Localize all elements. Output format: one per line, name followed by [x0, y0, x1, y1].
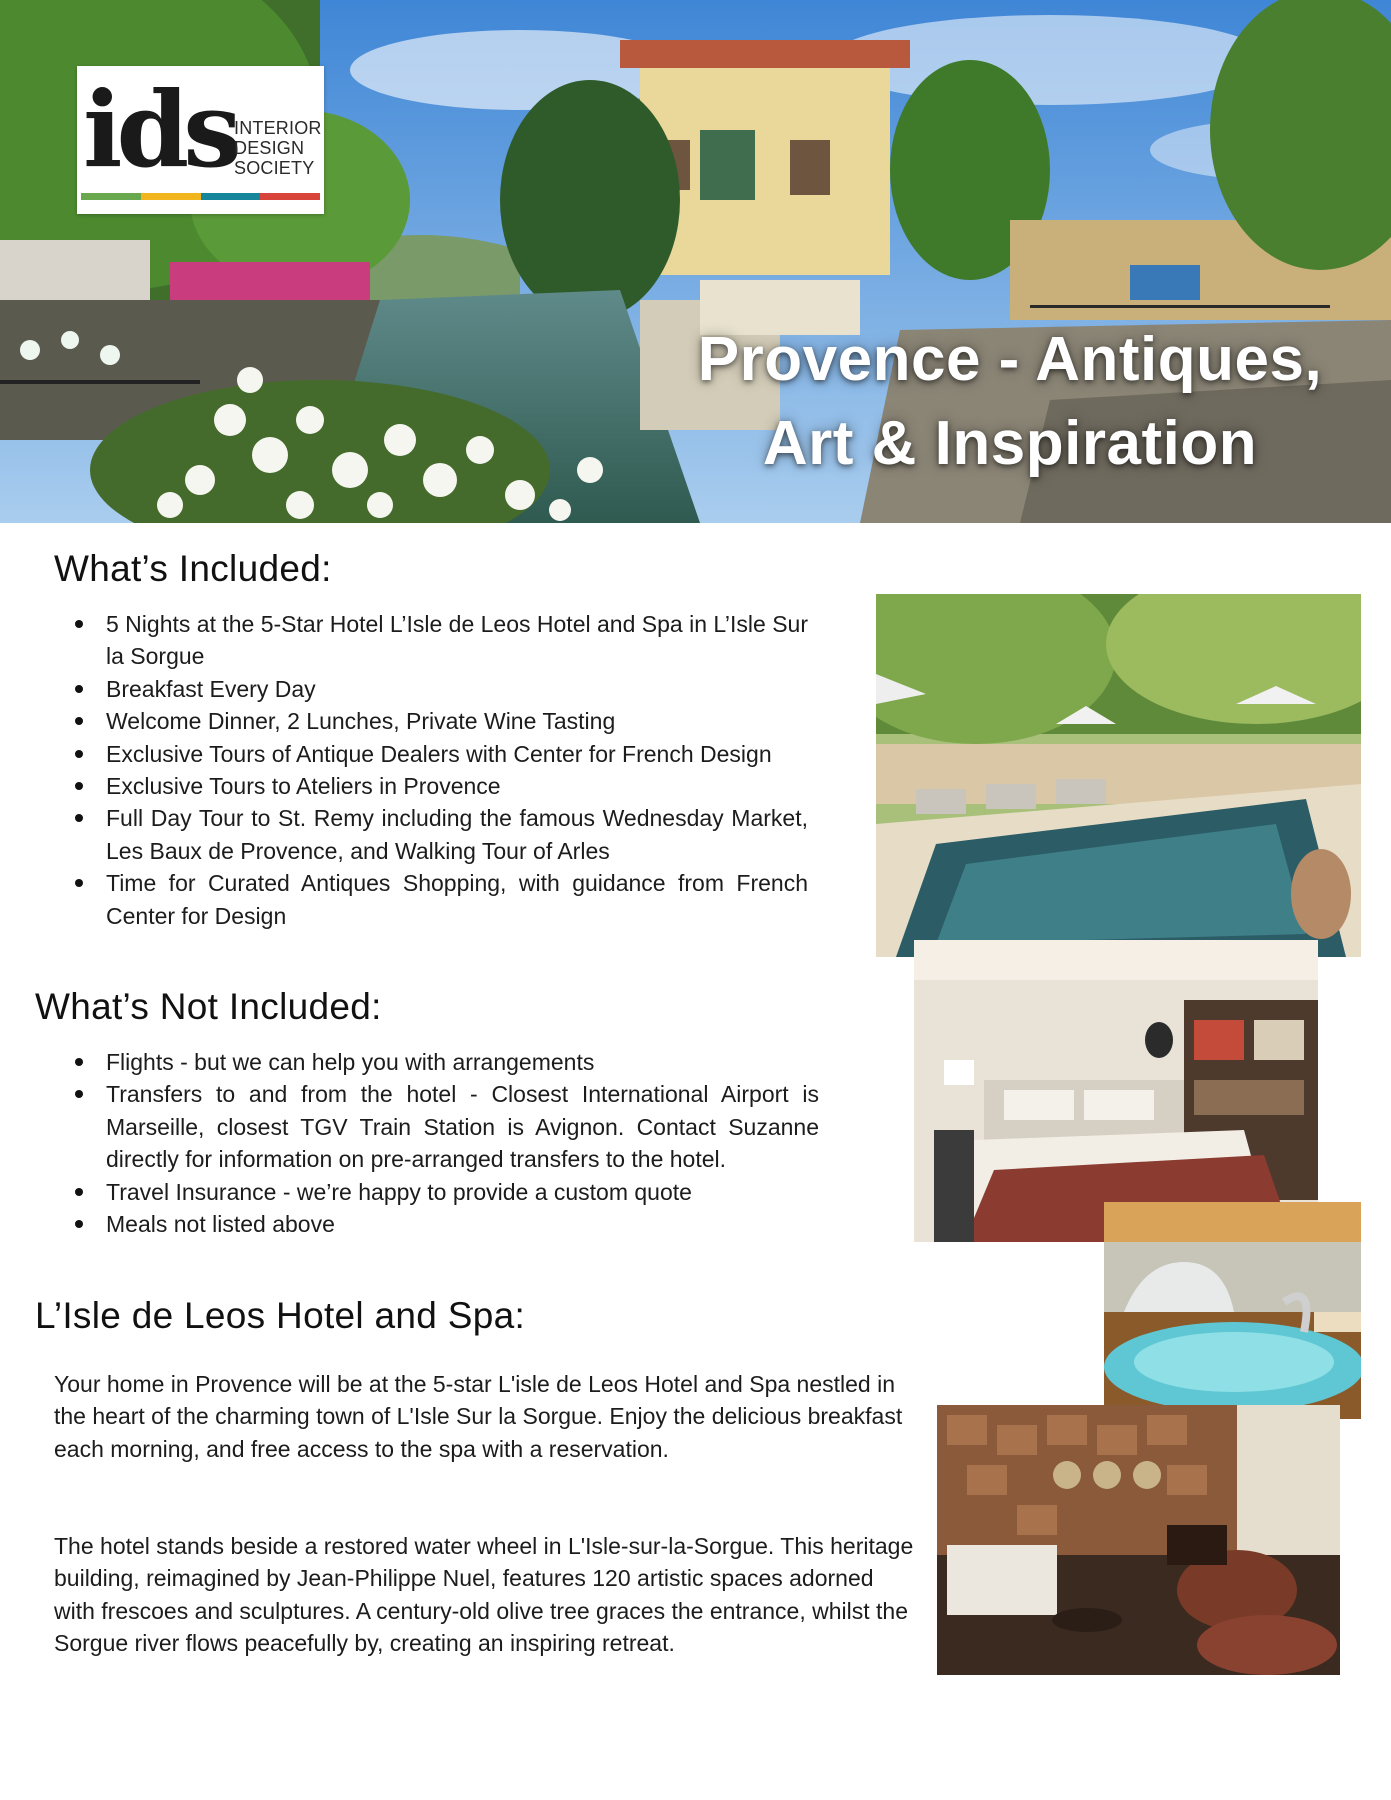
hero-banner [0, 0, 1391, 523]
list-item: Transfers to and from the hotel - Closest International Airport is Marseille, closest TGV Train Station is Avignon. Contact Suzanne directly for information on pre-arranged transfers to the hotel. [66, 1078, 819, 1175]
pool-terrace-photo [876, 594, 1361, 957]
title-line-2: Art & Inspiration [762, 409, 1258, 478]
logo-stripe [81, 193, 141, 200]
list-item: Full Day Tour to St. Remy including the famous Wednesday Market, Les Baux de Provence, and Walking Tour of Arles [66, 802, 808, 867]
indoor-spa-pool-photo [1104, 1202, 1361, 1419]
logo-stripe [141, 193, 201, 200]
list-item: Time for Curated Antiques Shopping, with guidance from French Center for Design [66, 867, 808, 932]
hotel-paragraph-1: Your home in Provence will be at the 5-star L'isle de Leos Hotel and Spa nestled in the heart of the charming town of L'Isle Sur la Sorgue. Enjoy the delicious breakfast each morning, and free access to the spa with a reservation. [54, 1371, 903, 1462]
logo-stripes [81, 193, 320, 200]
logo-stripe [260, 193, 320, 200]
title-line-1: Provence - Antiques, [697, 325, 1323, 394]
list-item: Flights - but we can help you with arrangements [66, 1046, 819, 1078]
list-item: Meals not listed above [66, 1208, 819, 1240]
ids-logo [77, 66, 324, 214]
logo-stripe [201, 193, 261, 200]
bedroom-photo [914, 940, 1318, 1242]
not-included-heading: What’s Not Included: [35, 986, 382, 1027]
lounge-photo [937, 1405, 1340, 1675]
logo-word: DESIGN [234, 138, 305, 158]
list-item: Welcome Dinner, 2 Lunches, Private Wine Tasting [66, 705, 808, 737]
list-item: 5 Nights at the 5-Star Hotel L’Isle de Leos Hotel and Spa in L’Isle Sur la Sorgue [66, 608, 808, 673]
included-list [66, 608, 808, 932]
logo-words [234, 118, 322, 178]
list-item: Exclusive Tours of Antique Dealers with Center for French Design [66, 738, 808, 770]
page-title [640, 318, 1380, 486]
logo-word: INTERIOR [234, 118, 322, 138]
list-item: Travel Insurance - we’re happy to provide a custom quote [66, 1176, 819, 1208]
hotel-heading: L’Isle de Leos Hotel and Spa: [35, 1295, 526, 1336]
hotel-paragraph-2: The hotel stands beside a restored water wheel in L'Isle-sur-la-Sorgue. This heritage building, reimagined by Jean-Philippe Nuel, features 120 artistic spaces adorned with frescoes and sculptures. A century-old olive tree graces the entrance, whilst the Sorgue river flows peacefully by, creating an inspiring retreat. [54, 1533, 914, 1657]
list-item: Breakfast Every Day [66, 673, 808, 705]
logo-mark: ids [83, 68, 236, 191]
logo-word: SOCIETY [234, 158, 315, 178]
not-included-list [66, 1046, 819, 1240]
included-heading: What’s Included: [54, 548, 332, 589]
list-item: Exclusive Tours to Ateliers in Provence [66, 770, 808, 802]
